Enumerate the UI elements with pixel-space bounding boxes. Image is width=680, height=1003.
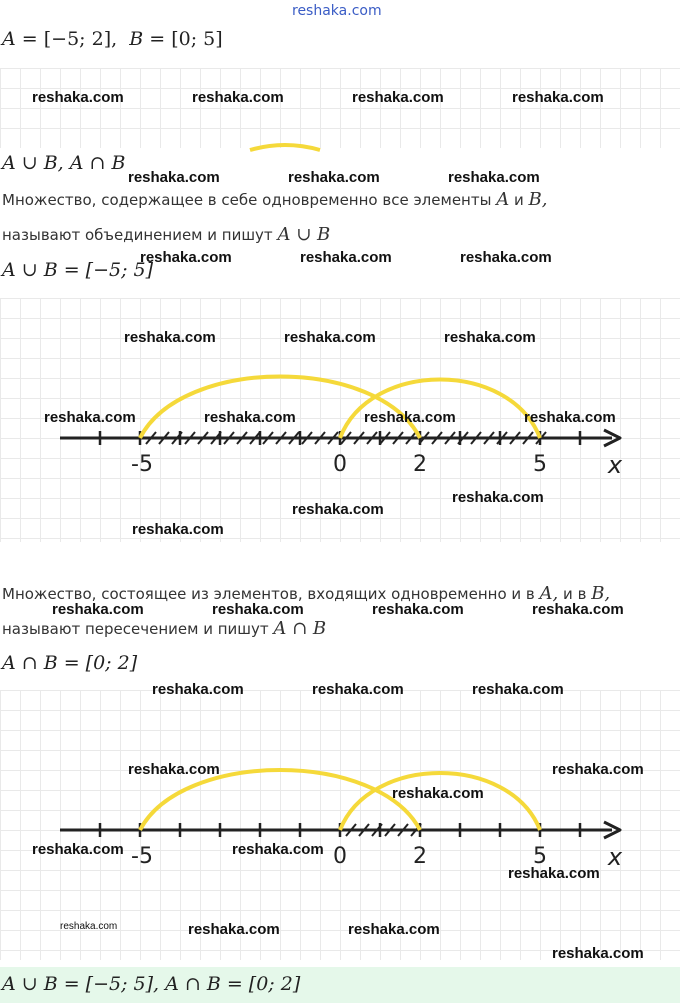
tick-label: -5 xyxy=(131,844,153,869)
set-b-value: [0; 5] xyxy=(171,28,223,50)
answer-text: A ∪ B = [−5; 5], A ∩ B = [0; 2] xyxy=(2,973,301,995)
intersection-def-b: B, xyxy=(591,583,611,604)
watermark: reshaka.com xyxy=(292,501,384,518)
given-sets xyxy=(2,28,223,50)
question-text: A ∪ B, A ∩ B xyxy=(2,152,126,174)
answer-box xyxy=(0,967,680,1003)
watermark: reshaka.com xyxy=(508,865,600,882)
union-definition-line1 xyxy=(2,189,547,210)
intersection-definition-text-2: называют пересечением и пишут xyxy=(2,620,269,638)
watermark: reshaka.com xyxy=(532,601,624,618)
union-definition-line2 xyxy=(2,224,330,245)
watermark: reshaka.com xyxy=(448,169,540,186)
watermark: reshaka.com xyxy=(140,249,232,266)
union-def-b: B, xyxy=(528,189,548,210)
watermark: reshaka.com xyxy=(32,841,124,858)
tick-label: 2 xyxy=(413,452,427,477)
tick-label: -5 xyxy=(131,452,153,477)
watermark: reshaka.com xyxy=(212,601,304,618)
watermark: reshaka.com xyxy=(132,521,224,538)
intersection-symbol: A ∩ B xyxy=(273,618,327,639)
watermark: reshaka.com xyxy=(300,249,392,266)
watermark: reshaka.com xyxy=(32,89,124,106)
watermark: reshaka.com xyxy=(524,409,616,426)
tick-label: 5 xyxy=(533,452,547,477)
equals-sign: = xyxy=(21,28,38,50)
watermark: reshaka.com xyxy=(392,785,484,802)
set-a-label: A xyxy=(2,28,16,50)
watermark: reshaka.com xyxy=(444,329,536,346)
union-def-and: и xyxy=(514,191,524,209)
watermark: reshaka.com xyxy=(232,841,324,858)
tick-label: 0 xyxy=(333,844,347,869)
watermark: reshaka.com xyxy=(188,921,280,938)
watermark: reshaka.com xyxy=(288,169,380,186)
watermark: reshaka.com xyxy=(152,681,244,698)
equals-sign-2: = xyxy=(149,28,166,50)
tick-label: 5 xyxy=(533,844,547,869)
union-symbol: A ∪ B xyxy=(277,224,331,245)
watermark: reshaka.com xyxy=(352,89,444,106)
watermark: reshaka.com xyxy=(452,489,544,506)
watermark: reshaka.com xyxy=(364,409,456,426)
intersection-def-and-in: и в xyxy=(563,585,587,603)
watermark-small: reshaka.com xyxy=(60,921,118,932)
union-result: A ∪ B = [−5; 5] xyxy=(2,259,154,281)
set-a-arc xyxy=(140,770,420,830)
watermark: reshaka.com xyxy=(552,945,644,962)
watermark: reshaka.com xyxy=(552,761,644,778)
watermark: reshaka.com xyxy=(204,409,296,426)
watermark: reshaka.com xyxy=(312,681,404,698)
union-definition-text-2: называют объединением и пишут xyxy=(2,226,273,244)
tick-label: 2 xyxy=(413,844,427,869)
watermark: reshaka.com xyxy=(512,89,604,106)
intersection-result: A ∩ B = [0; 2] xyxy=(2,652,138,674)
set-a-value: [−5; 2], xyxy=(43,28,118,50)
watermark: reshaka.com xyxy=(52,601,144,618)
watermark: reshaka.com xyxy=(284,329,376,346)
watermark: reshaka.com xyxy=(124,329,216,346)
axis-label: x xyxy=(607,843,623,871)
watermark: reshaka.com xyxy=(460,249,552,266)
number-line-2 xyxy=(0,690,680,960)
intersection-definition-line2 xyxy=(2,618,326,639)
site-header-link[interactable]: reshaka.com xyxy=(292,3,382,19)
set-a-arc xyxy=(140,377,420,439)
tick-label: 0 xyxy=(333,452,347,477)
watermark: reshaka.com xyxy=(44,409,136,426)
watermark: reshaka.com xyxy=(128,169,220,186)
watermark: reshaka.com xyxy=(472,681,564,698)
watermark: reshaka.com xyxy=(128,761,220,778)
axis-label: x xyxy=(607,451,623,479)
set-b-label: B xyxy=(129,28,144,50)
cropped-arc-fragment xyxy=(0,138,680,152)
watermark: reshaka.com xyxy=(372,601,464,618)
union-def-a: A xyxy=(496,189,510,210)
grid-band-top xyxy=(0,68,680,148)
watermark: reshaka.com xyxy=(348,921,440,938)
intersection-definition-text: Множество, состоящее из элементов, входящих одновременно и в xyxy=(2,585,535,603)
watermark: reshaka.com xyxy=(192,89,284,106)
union-definition-text: Множество, содержащее в себе одновременно все элементы xyxy=(2,191,492,209)
intersection-def-a: A, xyxy=(539,583,559,604)
